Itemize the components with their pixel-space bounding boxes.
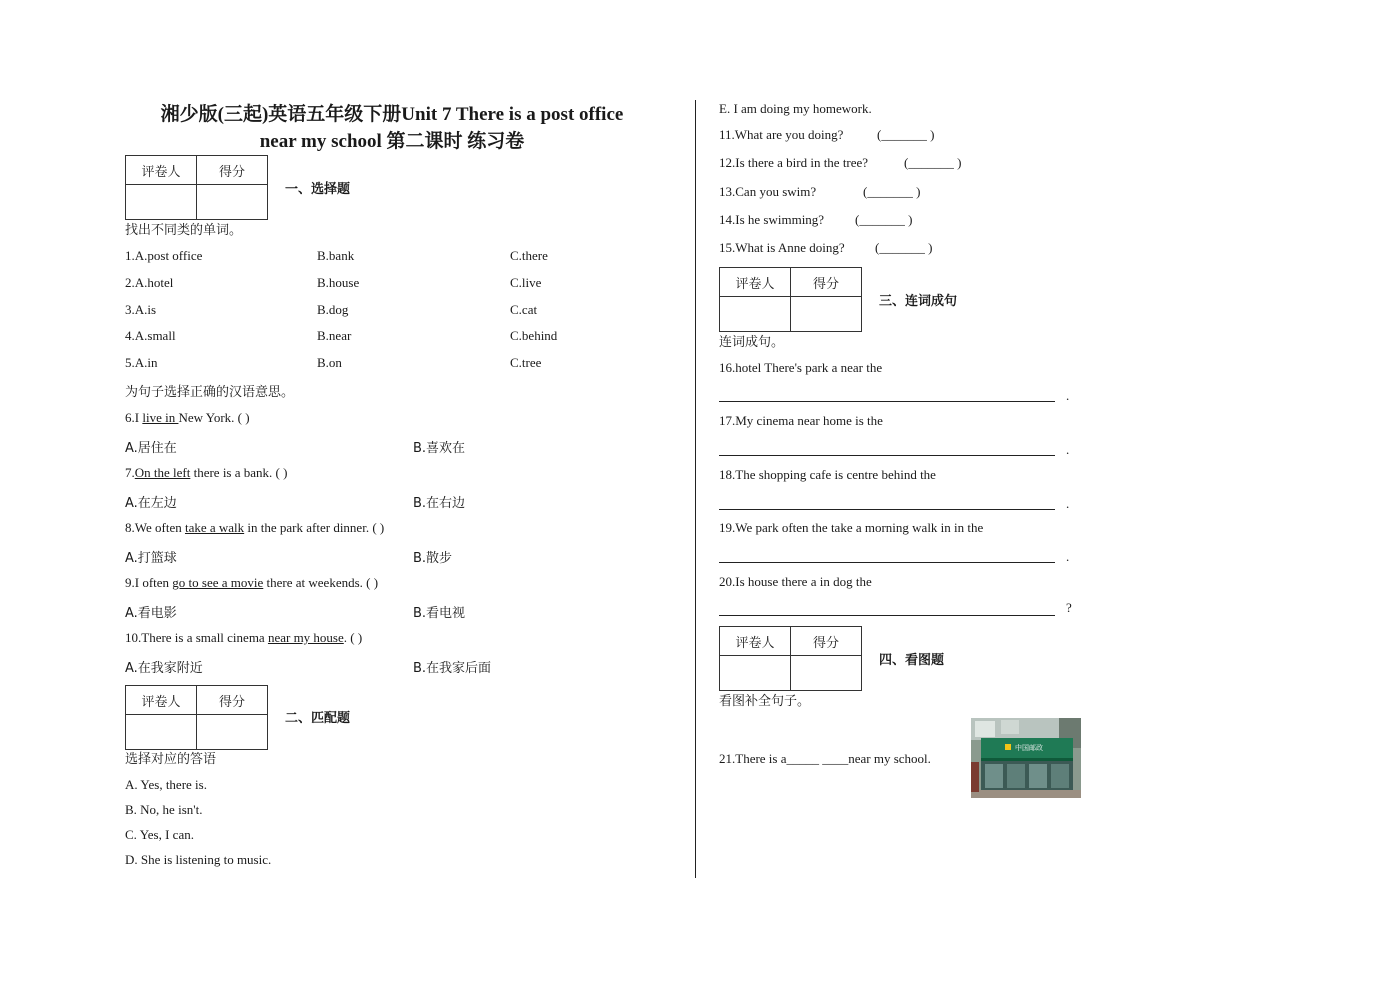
page-title-line2: near my school 第二课时 练习卷 (259, 131, 525, 152)
q20-end: ? (1066, 600, 1072, 615)
score-cell (791, 297, 862, 332)
q19-text: 19.We park often the take a morning walk in in the (719, 520, 984, 535)
score-label: 得分 (197, 156, 268, 185)
section1-instruction: 找出不同类的单词。 (125, 223, 243, 238)
post-office-illustration (971, 718, 1081, 798)
q20-text: 20.Is house there a in dog the (719, 574, 872, 589)
photo-sign-text: 中国邮政 (1015, 744, 1043, 752)
q9-option-b: B.看电视 (413, 606, 466, 621)
q17-text: 17.My cinema near home is the (719, 413, 883, 428)
q10-underlined: near my house (267, 630, 344, 645)
post-office-photo (971, 718, 1081, 798)
grade-box-3 (719, 267, 862, 332)
q9-option-a: A.看电影 (125, 606, 177, 621)
q9-text: 9.I often go to see a movie there at weekends. ( ) (125, 575, 379, 590)
grade-box-4 (719, 626, 862, 691)
q3-c: C.cat (510, 302, 538, 317)
q17-answer-line[interactable] (719, 455, 1055, 456)
q2-b: B.house (317, 275, 360, 290)
q5-b: B.on (317, 355, 342, 370)
section3-heading: 三、连词成句 (879, 294, 958, 309)
q18-answer-line[interactable] (719, 509, 1055, 510)
q4-c: C.behind (510, 328, 558, 343)
q18-end: . (1066, 496, 1070, 511)
q1-a: 1.A.post office (125, 248, 203, 263)
q18-text: 18.The shopping cafe is centre behind the (719, 467, 936, 482)
q4-b: B.near (317, 328, 352, 343)
q7-underlined: On the left (134, 465, 191, 480)
q7-text: 7.On the left there is a bank. ( ) (125, 465, 288, 480)
score-label: 得分 (197, 686, 268, 715)
q20-answer-line[interactable] (719, 615, 1055, 616)
q2-a: 2.A.hotel (125, 275, 174, 290)
column-divider (695, 100, 696, 878)
q10-option-a: A.在我家附近 (125, 661, 203, 676)
grade-box-1 (125, 155, 268, 220)
section3-instruction: 连词成句。 (719, 335, 785, 350)
q6-text: 6.I live in New York. ( ) (125, 410, 250, 425)
score-cell (791, 656, 862, 691)
section2-heading: 二、匹配题 (285, 711, 351, 726)
q9-underlined: go to see a movie (172, 575, 264, 590)
option-b: B. No, he isn't. (125, 802, 203, 817)
q14-blank[interactable]: (_______ ) (855, 212, 913, 227)
q15-text: 15.What is Anne doing? (719, 240, 845, 255)
q1-c: C.there (510, 248, 548, 263)
section4-instruction: 看图补全句子。 (719, 694, 811, 709)
q13-text: 13.Can you swim? (719, 184, 817, 199)
q19-answer-line[interactable] (719, 562, 1055, 563)
section1-heading: 一、选择题 (285, 182, 351, 197)
q5-c: C.tree (510, 355, 542, 370)
q8-text: 8.We often take a walk in the park after dinner. ( ) (125, 520, 385, 535)
q10-option-b: B.在我家后面 (413, 661, 492, 676)
reviewer-cell (720, 297, 791, 332)
q5-a: 5.A.in (125, 355, 158, 370)
page-title-line1: 湘少版(三起)英语五年级下册Unit 7 There is a post office (160, 104, 624, 125)
q1-b: B.bank (317, 248, 355, 263)
reviewer-label: 评卷人 (126, 686, 197, 715)
q14-text: 14.Is he swimming? (719, 212, 825, 227)
option-a: A. Yes, there is. (125, 777, 207, 792)
q3-a: 3.A.is (125, 302, 157, 317)
reviewer-cell (126, 715, 197, 750)
q8-option-b: B.散步 (413, 551, 453, 566)
reviewer-cell (720, 656, 791, 691)
option-e: E. I am doing my homework. (719, 101, 872, 116)
section4-heading: 四、看图题 (879, 653, 945, 668)
grade-box-2 (125, 685, 268, 750)
q21-text: 21.There is a_____ ____near my school. (719, 751, 931, 766)
option-d: D. She is listening to music. (125, 852, 272, 867)
q16-answer-line[interactable] (719, 401, 1055, 402)
q10-text: 10.There is a small cinema near my house. ( ) (125, 630, 363, 645)
q17-end: . (1066, 442, 1070, 457)
reviewer-label: 评卷人 (720, 268, 791, 297)
q6-option-b: B.喜欢在 (413, 441, 466, 456)
q6-option-a: A.居住在 (125, 441, 177, 456)
q19-end: . (1066, 549, 1070, 564)
section2-instruction: 选择对应的答语 (125, 752, 217, 767)
q7-option-b: B.在右边 (413, 496, 466, 511)
q8-option-a: A.打篮球 (125, 551, 177, 566)
q11-blank[interactable]: (_______ ) (877, 127, 935, 142)
score-cell (197, 715, 268, 750)
q16-end: . (1066, 388, 1070, 403)
score-cell (197, 185, 268, 220)
q4-a: 4.A.small (125, 328, 176, 343)
reviewer-label: 评卷人 (126, 156, 197, 185)
q7-option-a: A.在左边 (125, 496, 177, 511)
reviewer-label: 评卷人 (720, 627, 791, 656)
q15-blank[interactable]: (_______ ) (875, 240, 933, 255)
q13-blank[interactable]: (_______ ) (863, 184, 921, 199)
q6-underlined: live in (142, 410, 179, 425)
q8-underlined: take a walk (184, 520, 245, 535)
option-c: C. Yes, I can. (125, 827, 194, 842)
q11-text: 11.What are you doing? (719, 127, 844, 142)
q3-b: B.dog (317, 302, 349, 317)
reviewer-cell (126, 185, 197, 220)
q12-blank[interactable]: (_______ ) (904, 155, 962, 170)
q12-text: 12.Is there a bird in the tree? (719, 155, 869, 170)
score-label: 得分 (791, 268, 862, 297)
section1-instruction2: 为句子选择正确的汉语意思。 (125, 385, 295, 400)
score-label: 得分 (791, 627, 862, 656)
q2-c: C.live (510, 275, 542, 290)
q16-text: 16.hotel There's park a near the (719, 360, 883, 375)
